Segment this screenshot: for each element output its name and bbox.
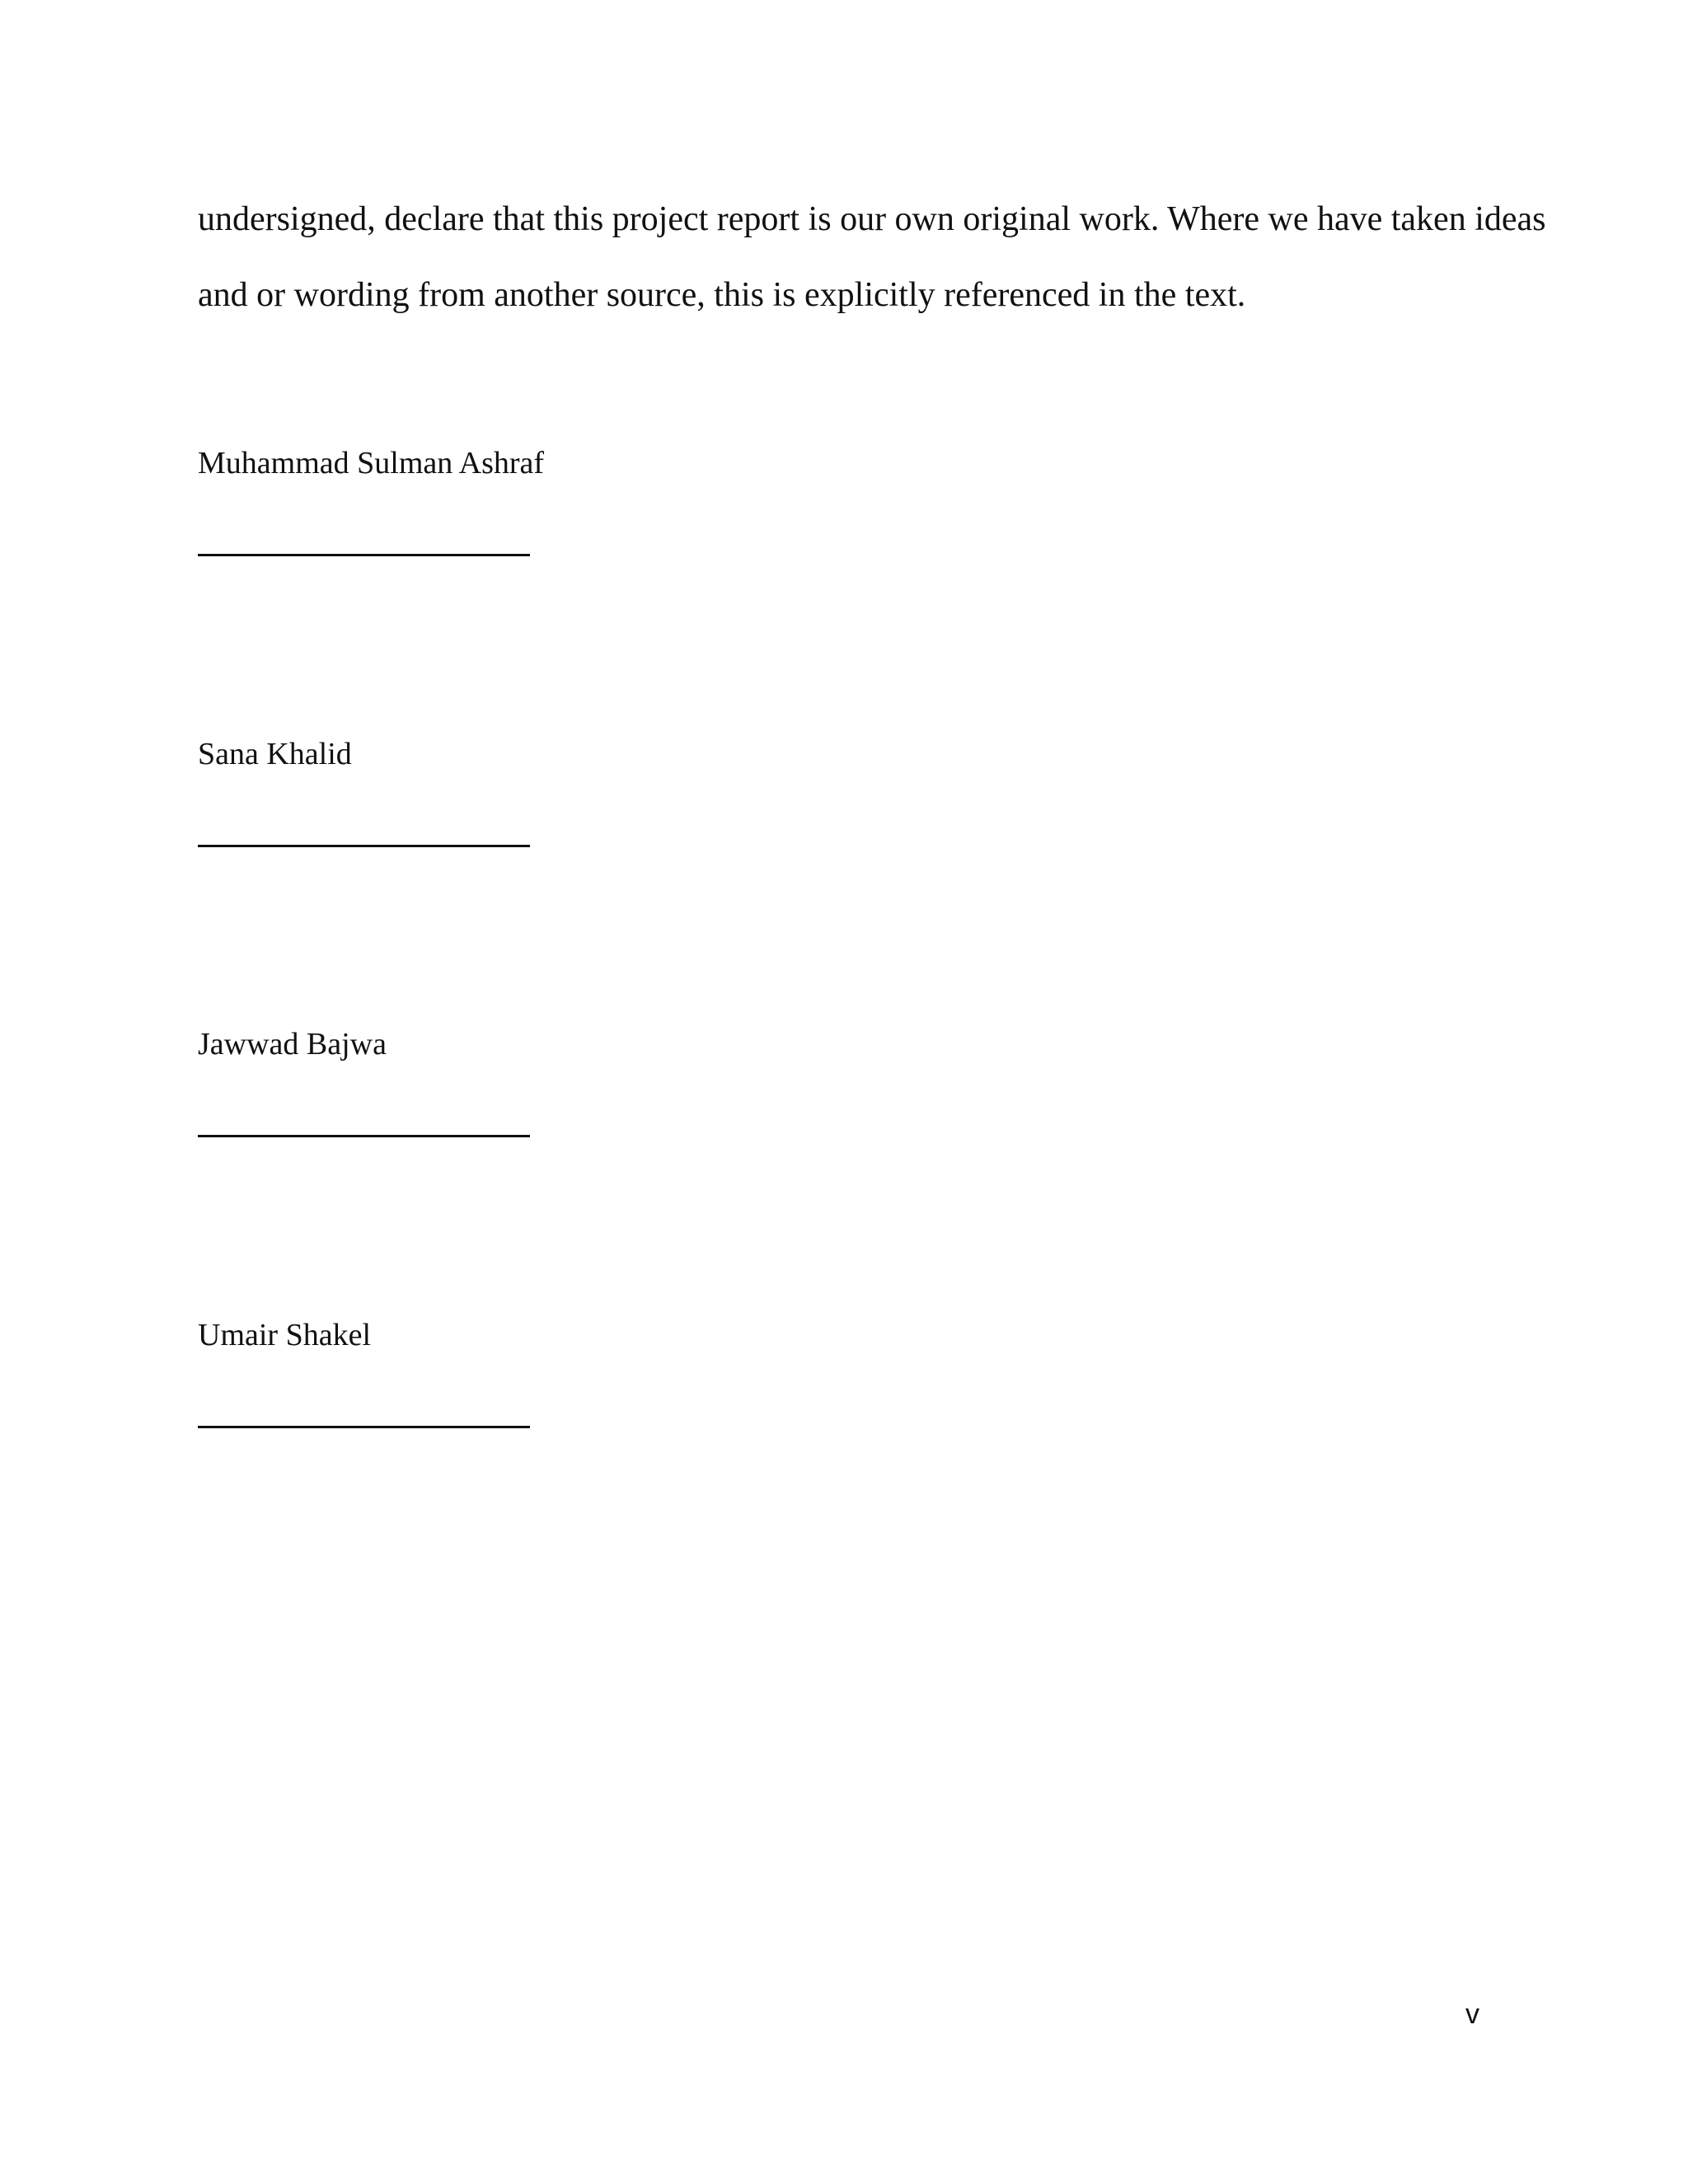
signatory-block <box>198 1315 775 1480</box>
signature-line <box>198 1135 530 1137</box>
signature-line <box>198 554 530 556</box>
page-number: v <box>1465 1999 1479 2030</box>
signatory-name: Umair Shakel <box>198 1318 372 1352</box>
signature-line <box>198 1426 530 1428</box>
signature-line <box>198 845 530 847</box>
declaration-paragraph <box>198 181 1546 333</box>
signatory-name: Muhammad Sulman Ashraf <box>198 446 545 480</box>
declaration-line: and or wording from another source, this is explicitly referenced in the text. <box>198 276 1246 314</box>
declaration-line: undersigned, declare that this project report is our own original work. Where we have taken ideas <box>198 200 1546 238</box>
signatory-block <box>198 1024 775 1189</box>
signatory-block <box>198 734 775 899</box>
signatory-name: Jawwad Bajwa <box>198 1027 387 1062</box>
signatory-block <box>198 443 775 608</box>
signatory-name: Sana Khalid <box>198 737 352 771</box>
